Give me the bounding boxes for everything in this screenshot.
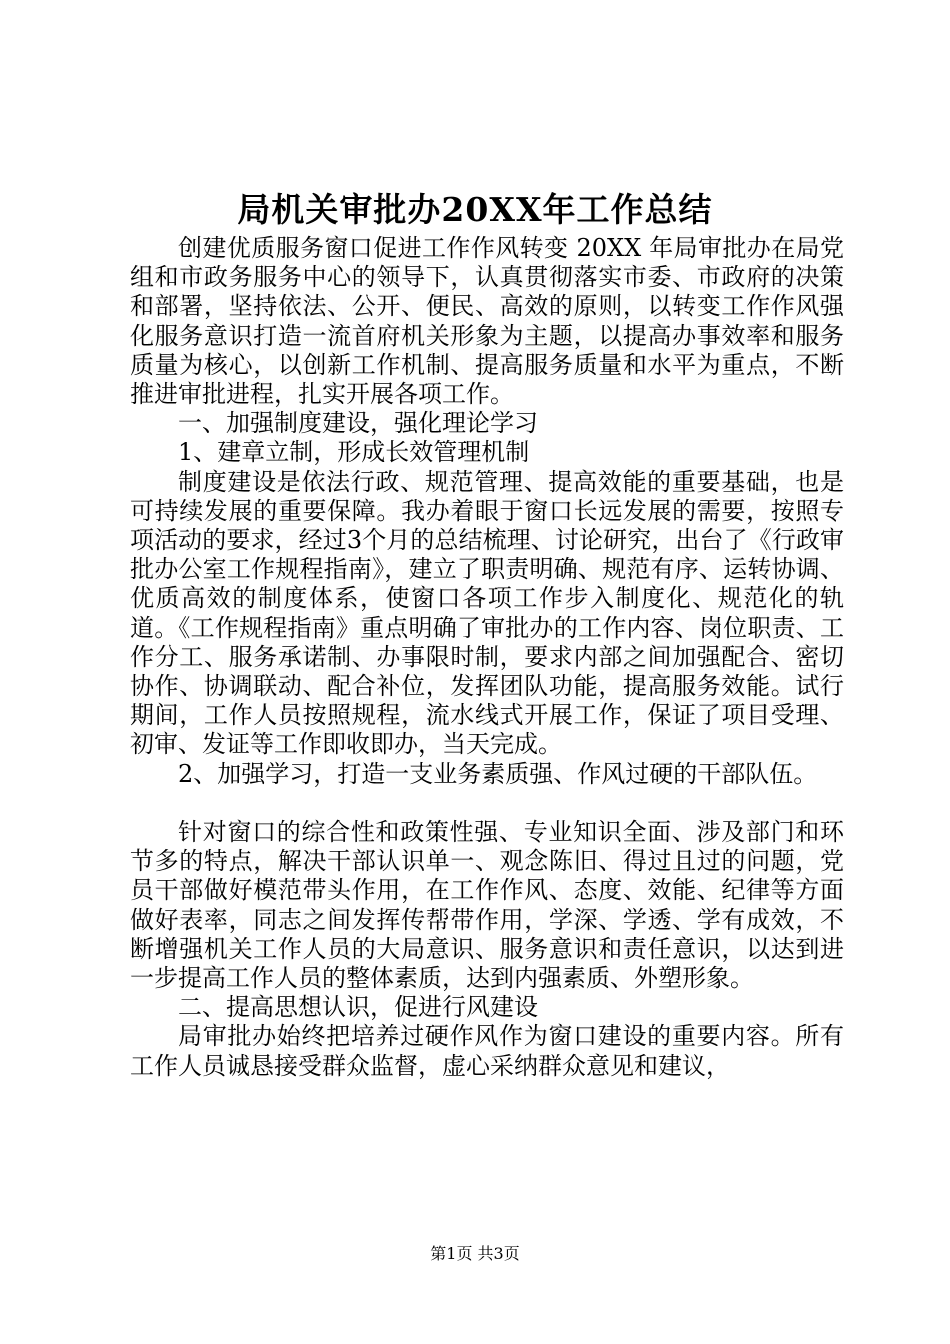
paragraph-work-style: 局审批办始终把培养过硬作风作为窗口建设的重要内容。所有工作人员诚恳接受群众监督，虚心采纳群众意见和建议， [130,1022,844,1080]
subsection-heading-1-1: 1、建章立制，形成长效管理机制 [178,438,530,467]
page-footer: 第1页 共3页 [430,1244,520,1263]
section-heading-2: 二、提高思想认识，促进行风建设 [178,993,538,1022]
blank-line [130,789,844,818]
section-heading-1: 一、加强制度建设，强化理论学习 [178,409,538,438]
document-body [130,234,844,1081]
paragraph-intro: 创建优质服务窗口促进工作作风转变 20XX 年局审批办在局党组和市政务服务中心的领导下，认真贯彻落实市委、市政府的决策和部署，坚持依法、公开、便民、高效的原则，以转变工作作风强化服务意识打造一流首府机关形象为主题，以提高办事效率和服务质量为核心，以创新工作机制、提高服务质量和水平为重点，不断推进审批进程，扎实开展各项工作。 [130,234,844,409]
subsection-heading-1-2: 2、加强学习，打造一支业务素质强、作风过硬的干部队伍。 [178,759,818,788]
paragraph-study: 针对窗口的综合性和政策性强、专业知识全面、涉及部门和环节多的特点，解决干部认识单一、观念陈旧、得过且过的问题，党员干部做好模范带头作用，在工作作风、态度、效能、纪律等方面做好表率，同志之间发挥传帮带作用，学深、学透、学有成效，不断增强机关工作人员的大局意识、服务意识和责任意识，以达到进一步提高工作人员的整体素质，达到内强素质、外塑形象。 [130,818,844,993]
paragraph-system-building: 制度建设是依法行政、规范管理、提高效能的重要基础，也是可持续发展的重要保障。我办着眼于窗口长远发展的需要，按照专项活动的要求，经过3个月的总结梳理、讨论研究，出台了《行政审批办公室工作规程指南》，建立了职责明确、规范有序、运转协调、优质高效的制度体系，使窗口各项工作步入制度化、规范化的轨道。《工作规程指南》重点明确了审批办的工作内容、岗位职责、工作分工、服务承诺制、办事限时制，要求内部之间加强配合、密切协作、协调联动、配合补位，发挥团队功能，提高服务效能。试行期间，工作人员按照规程，流水线式开展工作，保证了项目受理、初审、发证等工作即收即办，当天完成。 [130,467,844,759]
document-title: 局机关审批办20XX年工作总结 [237,190,713,229]
